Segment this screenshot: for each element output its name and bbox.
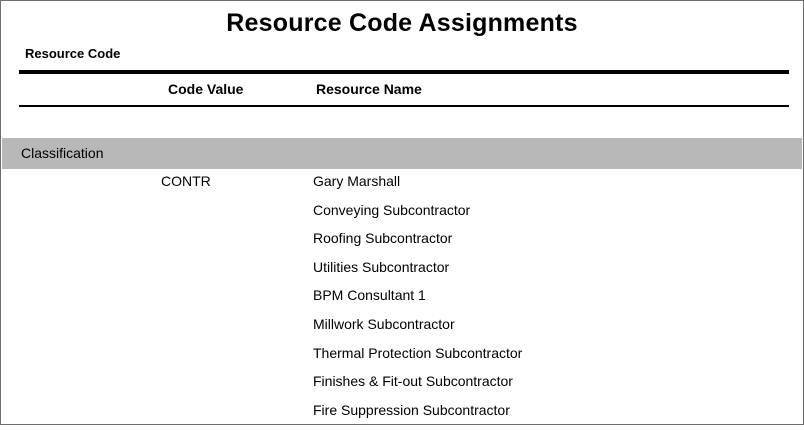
header-divider-thick [19,70,789,74]
classification-section-label: Classification [21,145,104,161]
table-row [1,316,803,345]
cell-code-value: CONTR [161,173,211,189]
table-row [1,230,803,259]
cell-resource-name: Conveying Subcontractor [313,201,471,218]
cell-resource-name: Fire Suppression Subcontractor [313,401,510,418]
table-row [1,259,803,288]
cell-resource-name: BPM Consultant 1 [313,287,426,304]
group-header-label: Resource Code [25,46,121,61]
column-header-code-value: Code Value [168,81,244,97]
table-row [1,287,803,316]
cell-resource-name: Roofing Subcontractor [313,230,453,247]
cell-resource-name: Thermal Protection Subcontractor [313,344,523,361]
page-title: Resource Code Assignments [226,9,578,37]
column-header-divider [19,105,789,107]
table-row [1,402,803,430]
cell-resource-name: Millwork Subcontractor [313,315,455,332]
cell-resource-name: Gary Marshall [313,173,401,189]
table-row [1,173,803,202]
cell-resource-name: Utilities Subcontractor [313,258,450,275]
table-row [1,373,803,402]
table-row [1,202,803,231]
classification-section-band [2,138,802,169]
cell-resource-name: Finishes & Fit-out Subcontractor [313,373,513,390]
table-row [1,345,803,374]
report-rows [1,173,803,430]
column-header-resource-name: Resource Name [316,81,422,97]
